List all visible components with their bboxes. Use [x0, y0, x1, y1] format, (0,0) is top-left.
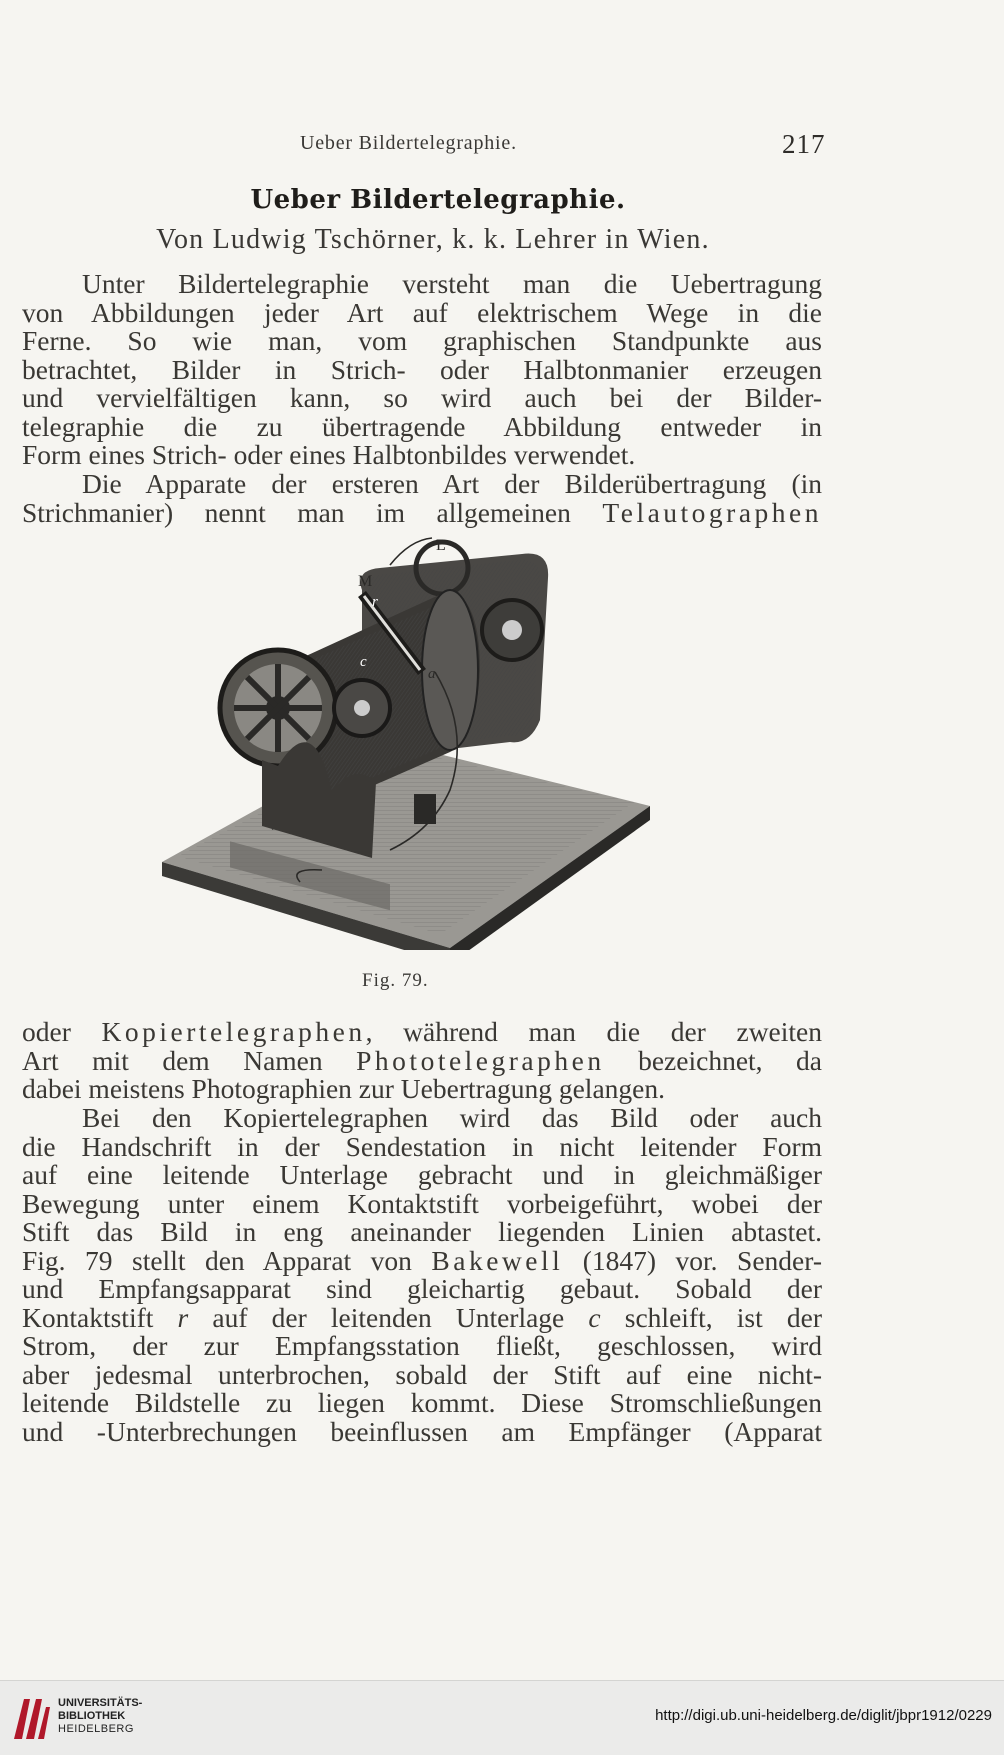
- paragraph-4: [22, 1104, 822, 1446]
- university-library-logo-icon: [10, 1693, 54, 1743]
- running-title: Ueber Bildertelegraphie.: [300, 132, 517, 154]
- text-line: die Handschrift in der Sendestation in nicht leitender Form: [22, 1130, 822, 1162]
- text-line: aber jedesmal unterbrochen, sobald der Stift auf eine nicht-: [22, 1358, 822, 1390]
- label-L: L: [436, 537, 446, 554]
- text-line: und vervielfältigen kann, so wird auch bei der Bilder-: [22, 382, 822, 413]
- text-span: schleift, ist der: [600, 1301, 822, 1333]
- text-line: [22, 1044, 823, 1076]
- text-span: Strichmanier) nennt man im allgemeinen: [22, 496, 603, 528]
- variable-c: c: [588, 1301, 601, 1333]
- figure-caption: Fig. 79.: [362, 970, 429, 991]
- text-line: betrachtet, Bilder in Strich- oder Halbtonmanier erzeugen: [22, 353, 822, 385]
- text-line: [22, 1018, 822, 1047]
- telegraph-apparatus-engraving: [150, 530, 680, 950]
- text-span: Art mit dem Namen: [22, 1044, 357, 1076]
- text-span: Kontaktstift: [22, 1301, 178, 1333]
- label-M: M: [358, 573, 373, 590]
- paragraph-1: [22, 270, 822, 470]
- text-line: Ferne. So wie man, vom graphischen Standpunkte aus: [22, 325, 822, 356]
- text-line: Stift das Bild in eng aneinander liegenden Linien abtastet.: [22, 1216, 822, 1247]
- text-line: Unter Bildertelegraphie versteht man die Uebertragung: [82, 268, 822, 299]
- article-byline: Von Ludwig Tschörner, k. k. Lehrer in Wien.: [156, 224, 710, 255]
- spaced-term: Kopiertelegraphen: [101, 1016, 366, 1047]
- text-line: Strom, der zur Empfangsstation fließt, geschlossen, wird: [22, 1330, 822, 1361]
- label-a: a: [428, 666, 436, 682]
- text-line: von Abbildungen jeder Art auf elektrischem Wege in die: [22, 296, 822, 328]
- article-title: Ueber Bildertelegraphie.: [250, 185, 626, 215]
- text-span: bezeichnet, da: [604, 1044, 823, 1076]
- spaced-term: Telautographen: [602, 496, 822, 528]
- text-line: Bewegung unter einem Kontaktstift vorbeigeführt, wobei der: [22, 1187, 822, 1219]
- text-span: Fig. 79 stellt den Apparat von: [22, 1244, 432, 1276]
- text-span: auf der leitenden Unterlage: [188, 1301, 589, 1333]
- label-c: c: [360, 654, 367, 670]
- institution-name: [58, 1697, 142, 1736]
- institution-line: BIBLIOTHEK: [58, 1710, 126, 1722]
- spaced-term: Phototelegraphen: [356, 1044, 605, 1076]
- permalink-url[interactable]: http://digi.ub.uni-heidelberg.de/diglit/jbpr1912/0229: [655, 1707, 992, 1724]
- spaced-term: Bakewell: [431, 1244, 564, 1276]
- institution-line: HEIDELBERG: [58, 1723, 134, 1735]
- text-line: [22, 496, 822, 528]
- text-line: und Empfangsapparat sind gleichartig gebaut. Sobald der: [22, 1273, 822, 1304]
- text-line: [22, 1244, 822, 1276]
- text-line: auf eine leitende Unterlage gebracht und in gleichmäßiger: [22, 1159, 822, 1190]
- running-head: [0, 129, 1004, 166]
- text-line: Bei den Kopiertelegraphen wird das Bild oder auch: [82, 1102, 822, 1133]
- text-span: (1847) vor. Sender-: [563, 1244, 822, 1276]
- label-r: r: [372, 594, 378, 610]
- text-span: oder: [22, 1016, 102, 1047]
- figure-79-illustration: [150, 530, 680, 950]
- institution-line: UNIVERSITÄTS-: [58, 1697, 143, 1709]
- text-line: leitende Bildstelle zu liegen kommt. Diese Stromschließungen: [22, 1387, 822, 1418]
- text-line: telegraphie die zu übertragende Abbildung entweder in: [22, 410, 822, 442]
- text-line: und -Unterbrechungen beeinflussen am Empfänger (Apparat: [22, 1415, 822, 1447]
- text-span: , während man die der zweiten: [365, 1016, 822, 1047]
- text-line: dabei meistens Photographien zur Uebertragung gelangen.: [22, 1073, 665, 1104]
- variable-r: r: [177, 1301, 189, 1333]
- viewer-footer: [0, 1680, 1004, 1755]
- text-line: Die Apparate der ersteren Art der Bilderübertragung (in: [82, 468, 822, 499]
- paragraph-2: [22, 470, 822, 527]
- text-line: Form eines Strich- oder eines Halbtonbildes verwendet.: [22, 439, 636, 470]
- paragraph-3: [22, 1018, 822, 1104]
- text-line: [22, 1301, 822, 1333]
- page-number: 217: [782, 129, 826, 159]
